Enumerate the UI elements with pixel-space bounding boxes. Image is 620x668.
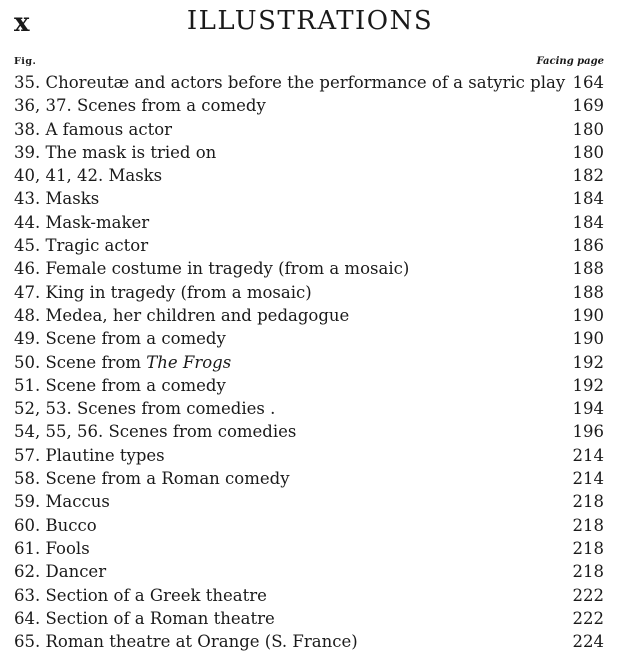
figure-number: 58. xyxy=(14,469,41,489)
list-item xyxy=(14,420,604,443)
figure-number: 38. xyxy=(14,119,41,139)
facing-page-number: 192 xyxy=(572,352,604,372)
figure-number: 39. xyxy=(14,142,41,162)
facing-page-number: 164 xyxy=(572,73,604,92)
figure-number: 35. xyxy=(14,73,41,92)
facing-page-number: 190 xyxy=(572,329,604,349)
list-item xyxy=(14,281,604,304)
figure-number: 44. xyxy=(14,212,41,232)
figure-title: Medea, her children and pedagogue xyxy=(45,305,350,325)
facing-page-number: 222 xyxy=(572,585,604,605)
list-item xyxy=(14,118,604,141)
figure-title: A famous actor xyxy=(45,119,173,139)
facing-page-number: 224 xyxy=(572,632,604,652)
list-item xyxy=(14,374,604,397)
facing-page-number: 214 xyxy=(572,469,604,489)
figure-number: 43. xyxy=(14,189,41,209)
figure-title: Scenes from comedies . xyxy=(76,399,276,419)
page-number: x xyxy=(14,8,30,38)
figure-title: Female costume in tragedy (from a mosaic) xyxy=(45,259,410,279)
facing-page-number: 190 xyxy=(572,305,604,325)
figure-number: 54, 55, 56. xyxy=(14,422,104,442)
figure-title: King in tragedy (from a mosaic) xyxy=(45,282,312,302)
list-item xyxy=(14,351,604,374)
facing-page-number: 218 xyxy=(572,538,604,558)
figure-title: Section of a Roman theatre xyxy=(45,608,275,628)
facing-page-column-label: Facing page xyxy=(536,56,604,67)
figure-number: 45. xyxy=(14,236,41,256)
facing-page-number: 214 xyxy=(572,445,604,465)
facing-page-number: 180 xyxy=(572,142,604,162)
figure-title: The mask is tried on xyxy=(45,142,217,162)
list-item xyxy=(14,397,604,420)
figure-number: 46. xyxy=(14,259,41,279)
list-item xyxy=(14,607,604,630)
list-item xyxy=(14,187,604,210)
list-item xyxy=(14,234,604,257)
facing-page-number: 184 xyxy=(572,212,604,232)
figure-number: 36, 37. xyxy=(14,96,72,116)
figure-title: Mask-maker xyxy=(45,212,150,232)
figure-title: Scene from a comedy xyxy=(45,375,226,395)
figure-title: Scene from a comedy xyxy=(45,329,226,349)
figure-number: 63. xyxy=(14,585,41,605)
facing-page-number: 169 xyxy=(572,96,604,116)
facing-page-number: 186 xyxy=(572,236,604,256)
facing-page-number: 218 xyxy=(572,492,604,512)
figure-title: Masks xyxy=(45,189,100,209)
facing-page-number: 192 xyxy=(572,375,604,395)
list-item xyxy=(14,257,604,280)
illustrations-list xyxy=(14,71,604,653)
figure-title: Bucco xyxy=(45,515,97,535)
figure-number: 64. xyxy=(14,608,41,628)
facing-page-number: 196 xyxy=(572,422,604,442)
figure-title: Masks xyxy=(108,166,163,186)
facing-page-number: 188 xyxy=(572,259,604,279)
list-item xyxy=(14,141,604,164)
list-item xyxy=(14,327,604,350)
page-title: ILLUSTRATIONS xyxy=(186,6,434,36)
list-item xyxy=(14,211,604,234)
list-item xyxy=(14,584,604,607)
figure-title: Roman theatre at Orange (S. France) xyxy=(45,632,358,652)
figure-number: 57. xyxy=(14,445,41,465)
figure-title: Fools xyxy=(45,538,90,558)
figure-title: Choreutæ and actors before the performance of a satyric play xyxy=(45,73,566,92)
figure-title: Scene from a Roman comedy xyxy=(45,469,290,489)
facing-page-number: 194 xyxy=(572,399,604,419)
figure-number: 47. xyxy=(14,282,41,302)
facing-page-number: 184 xyxy=(572,189,604,209)
figure-number: 65. xyxy=(14,632,41,652)
facing-page-number: 222 xyxy=(572,608,604,628)
list-item xyxy=(14,94,604,117)
figure-title: Maccus xyxy=(45,492,110,512)
figure-number: 61. xyxy=(14,538,41,558)
list-item xyxy=(14,467,604,490)
list-item xyxy=(14,514,604,537)
figure-number: 60. xyxy=(14,515,41,535)
facing-page-number: 218 xyxy=(572,515,604,535)
figure-title: Scenes from a comedy xyxy=(76,96,266,116)
facing-page-number: 188 xyxy=(572,282,604,302)
list-item xyxy=(14,537,604,560)
figure-number: 52, 53. xyxy=(14,399,72,419)
figure-number: 51. xyxy=(14,375,41,395)
figure-number: 40, 41, 42. xyxy=(14,166,104,186)
figure-title: Plautine types xyxy=(45,445,165,465)
fig-column-label: Fig. xyxy=(14,56,37,67)
facing-page-number: 218 xyxy=(572,562,604,582)
list-item xyxy=(14,560,604,583)
figure-number: 59. xyxy=(14,492,41,512)
list-item xyxy=(14,444,604,467)
list-item xyxy=(14,490,604,513)
figure-title: Dancer xyxy=(45,562,107,582)
figure-title: Scenes from comedies xyxy=(108,422,297,442)
figure-number: 49. xyxy=(14,329,41,349)
figure-number: 62. xyxy=(14,562,41,582)
figure-title-prefix: Scene from xyxy=(45,352,147,372)
list-item xyxy=(14,630,604,653)
figure-title: Tragic actor xyxy=(45,236,149,256)
figure-title-italic: The Frogs xyxy=(146,352,232,372)
figure-title xyxy=(46,353,232,372)
list-item xyxy=(14,304,604,327)
facing-page-number: 182 xyxy=(572,166,604,186)
figure-number: 48. xyxy=(14,305,41,325)
facing-page-number: 180 xyxy=(572,119,604,139)
list-item xyxy=(14,71,604,94)
figure-number: 50. xyxy=(14,352,41,372)
list-item xyxy=(14,164,604,187)
figure-title: Section of a Greek theatre xyxy=(45,585,267,605)
